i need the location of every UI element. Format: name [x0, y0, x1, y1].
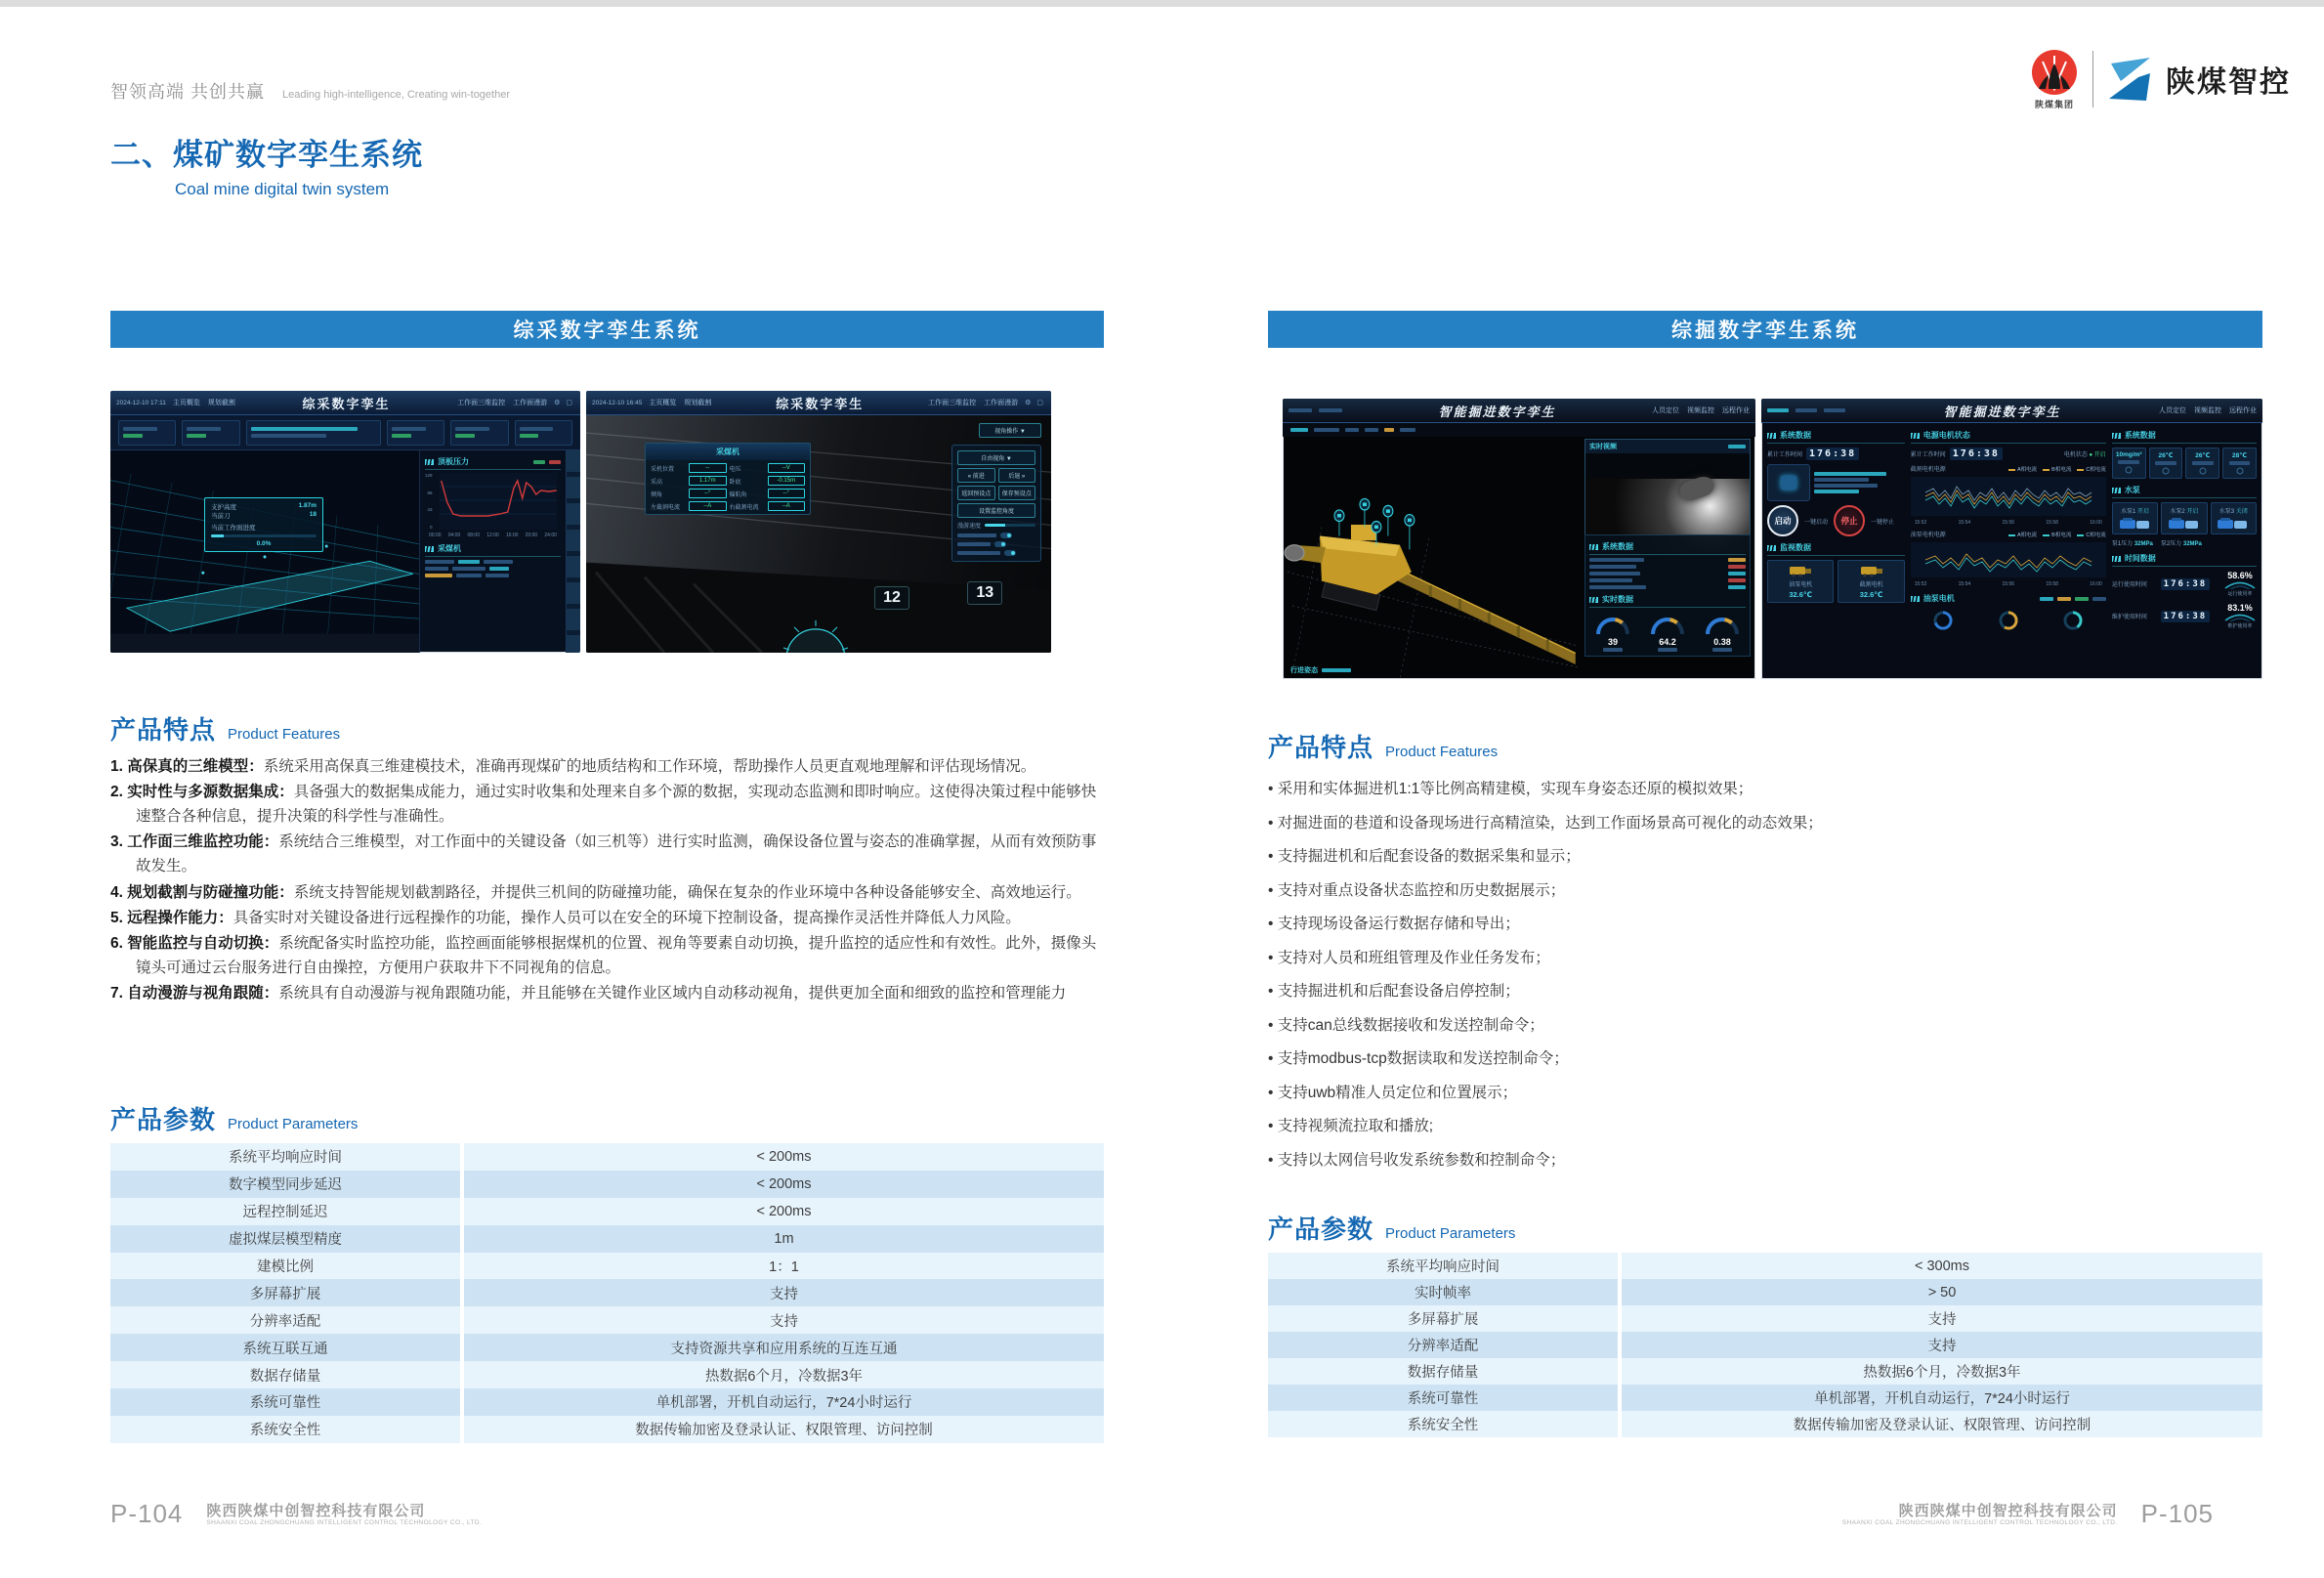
group-logo-label: 陕煤集团 — [2034, 100, 2074, 109]
slider-label: 漫游速度 — [957, 524, 982, 530]
dashboard-header — [110, 391, 580, 415]
param-value: 热数据6个月，冷数据3年 — [1622, 1358, 2262, 1385]
dashboard-tab: 主页概览 — [649, 400, 677, 406]
table-row — [110, 1225, 1104, 1253]
param-value: 1：1 — [464, 1253, 1104, 1280]
equipment-name: 油泵电机 — [1789, 582, 1813, 588]
param-label: 左截割电流 — [651, 504, 681, 511]
param-name: 数字模型同步延迟 — [110, 1171, 460, 1198]
dashboard-title: 综采数字孪生 — [302, 396, 391, 411]
param-value: -0.15m — [768, 476, 806, 486]
feature-bullet: • 采用和实体掘进机1:1等比例高精建模，实现车身姿态还原的模拟效果； — [1268, 777, 2266, 798]
param-value: 支持 — [464, 1306, 1104, 1334]
pump-icon — [2217, 517, 2250, 531]
gauge-arc-icon — [1699, 611, 1746, 636]
dashboard-tab: 人员定位 — [2159, 407, 2186, 414]
dashboard-tabs-right — [928, 398, 1018, 407]
view-button: « 前进 — [957, 468, 995, 483]
param-value: < 200ms — [464, 1171, 1104, 1198]
slogan-zh: 智领高端 共创共赢 — [110, 82, 266, 102]
gauge-arc-icon — [1589, 611, 1636, 636]
shearer-panel-title: 采煤机 — [646, 444, 810, 460]
dashboard-tab: 工作面漫游 — [984, 400, 1019, 406]
param-value: 数据传输加密及登录认证、权限管理、访问控制 — [1622, 1411, 2262, 1437]
dashboard-tab: 远程作业 — [1722, 407, 1750, 414]
phase-legend — [2008, 531, 2106, 538]
table-row — [110, 1361, 1104, 1388]
param-value: 支持资源共享和应用系统的互连互通 — [464, 1334, 1104, 1361]
dashboard-header — [1283, 399, 1755, 423]
chart-label: 截割电机电源 — [1910, 467, 1946, 473]
param-label: 右截割电流 — [729, 504, 759, 511]
param-value: 单机部署，开机自动运行，7*24小时运行 — [1622, 1385, 2262, 1411]
popup-rows — [211, 502, 317, 520]
slogan-en: Leading high-intelligence, Creating win-together — [282, 89, 510, 101]
dashboard-tab: 工作面三维监控 — [457, 400, 506, 406]
usage-label: 维护使用时间 — [2111, 615, 2147, 620]
dashboard-tabs-left — [649, 398, 711, 407]
table-row — [110, 1198, 1104, 1225]
usage-sub-label: 维护使用率 — [2227, 623, 2253, 629]
panel-title: 系统数据 — [1767, 428, 1905, 444]
param-value: 热数据6个月，冷数据3年 — [464, 1361, 1104, 1388]
param-label: 卧底 — [729, 479, 741, 486]
dashboard-tab: 视频监控 — [1687, 407, 1714, 414]
brand-logos — [2030, 45, 2291, 113]
param-value: -- — [689, 463, 727, 473]
dashboard-header — [586, 391, 1051, 415]
table-row — [110, 1279, 1104, 1306]
3d-workface-view — [110, 450, 419, 653]
dashboard-toolbar-icons: ⚙ ▢ — [1025, 400, 1045, 406]
feature-bullet: • 支持以太网信号收发系统参数和控制命令； — [1268, 1148, 2266, 1170]
right-data-panel — [419, 450, 566, 653]
stop-sub-label: 一键停止 — [1871, 519, 1895, 526]
param-value: --° — [768, 489, 806, 498]
table-row — [110, 1253, 1104, 1280]
view-button: 后退 » — [998, 468, 1036, 483]
feature-bullet: • 支持视频流拉取和播放; — [1268, 1114, 2266, 1135]
underground-scene — [586, 415, 1051, 653]
param-name: 系统安全性 — [1268, 1411, 1618, 1437]
usage-row — [2112, 571, 2257, 597]
ring-gauge-icon — [1928, 610, 1958, 631]
table-row — [1268, 1305, 2262, 1332]
footer-right — [1842, 1499, 2214, 1529]
view-button: 保存预设点 — [998, 486, 1036, 500]
table-row — [110, 1416, 1104, 1443]
pump-title: 油泵电机 — [1911, 591, 1955, 606]
feature-bullet: • 支持现场设备运行数据存储和导出； — [1268, 912, 2266, 933]
equipment-tile — [1767, 560, 1834, 603]
param-name: 系统平均响应时间 — [1268, 1253, 1618, 1279]
cutting-control-pad — [1767, 464, 1905, 501]
shearer-panel-title: 采煤机 — [425, 541, 561, 557]
chart-y-axis: 129 86 43 0 — [425, 473, 433, 530]
panel-title: 系统数据 — [2112, 428, 2257, 444]
param-value: < 200ms — [464, 1143, 1104, 1171]
params-heading: 产品参数 Product Parameters — [110, 1105, 359, 1134]
feature-bullet: • 支持uwb精准人员定位和位置展示； — [1268, 1081, 2266, 1102]
sensor-icon — [2199, 467, 2207, 475]
arc-gauge — [1644, 611, 1691, 652]
params-heading: 产品参数 Product Parameters — [1268, 1215, 1516, 1244]
feature-bullet: • 支持掘进机和后配套设备的数据采集和显示； — [1268, 844, 2266, 866]
start-sub-label: 一键启动 — [1804, 519, 1829, 526]
sensor-tile — [2112, 448, 2146, 479]
feature-item: 7. 自动漫游与视角跟随：系统具有自动漫游与视角跟随功能，并且能够在关键作业区域内自动移动视角，提供更加全面和细致的监控和管理能力 — [110, 984, 1067, 1002]
stop-button: 停止 — [1834, 505, 1865, 536]
sensor-tiles — [2112, 448, 2257, 479]
param-name: 系统安全性 — [110, 1416, 460, 1443]
current-chart — [1911, 477, 2106, 516]
chart-x-axis: 15:52 15:54 15:56 15:58 16:00 — [1914, 520, 2102, 526]
features-heading: 产品特点 Product Features — [1268, 733, 1499, 762]
dashboard-tabs-right — [2159, 405, 2257, 415]
param-name: 系统平均响应时间 — [110, 1143, 460, 1171]
ring-gauge-icon — [1994, 610, 2023, 631]
feature-bullet: • 支持对重点设备状态监控和历史数据展示； — [1268, 878, 2266, 900]
sensor-value: 10mg/m³ — [2115, 451, 2142, 458]
screenshot-tunneling-digital-twin-scene — [1283, 399, 1755, 679]
param-name: 数据存储量 — [110, 1361, 460, 1388]
usage-gauge — [2223, 571, 2257, 597]
feature-bullet: • 支持can总线数据接收和发送控制命令； — [1268, 1013, 2266, 1035]
pump-status: 关闭 — [2235, 509, 2248, 515]
monitor-title: 监视数据 — [1767, 540, 1905, 556]
support-info-popup — [204, 497, 323, 552]
feature-bullet: • 支持对人员和班组管理及作业任务发布； — [1268, 946, 2266, 967]
usage-gauge — [2223, 603, 2257, 629]
feature-bullet: • 支持掘进机和后配套设备启停控制； — [1268, 979, 2266, 1001]
roadheader-scene — [1283, 437, 1755, 679]
kpi-strip — [110, 415, 580, 450]
feature-item: 2. 实时性与多源数据集成：具备强大的数据集成能力，通过实时收集和处理来自多个源的数据，实现动态监测和即时响应。这使得决策过程中能够快速整合各种信息，提升决策的科学性与准确性。 — [110, 784, 1097, 826]
phase-legend — [2008, 465, 2106, 473]
brand-name: 陕煤智控 — [2166, 66, 2291, 99]
param-value: --A — [768, 501, 806, 511]
usage-row — [2112, 603, 2257, 629]
gauge-value: 39 — [1607, 637, 1618, 647]
table-row — [110, 1334, 1104, 1361]
param-name: 多屏幕扩展 — [1268, 1305, 1618, 1332]
screenshot-tunneling-digital-twin-data — [1761, 399, 2262, 679]
dashboard-tab: 工作面漫游 — [513, 400, 548, 406]
page-number: P-104 — [110, 1499, 184, 1528]
param-value: < 300ms — [1622, 1253, 2262, 1279]
equipment-temp: 32.6℃ — [1859, 590, 1883, 599]
feature-item: 6. 智能监控与自动切换：系统配备实时监控功能，监控画面能够根据煤机的位置、视角等要素自动切换，提升监控的适应性和有效性。此外，摄像头镜头可通过云台服务进行自由操控，方便用户获取井下不同视角的信息。 — [110, 934, 1097, 976]
table-row — [110, 1143, 1104, 1171]
worktime-value: 176:38 — [1806, 448, 1859, 460]
water-pump-title: 水泵 — [2112, 483, 2257, 498]
screenshot-mining-digital-twin-overview — [110, 391, 580, 653]
support-number: 12 — [874, 586, 909, 610]
param-label: 采高 — [651, 479, 663, 486]
dashboard-tabs-left — [173, 398, 235, 407]
dashboard-tab: 人员定位 — [1652, 407, 1679, 414]
chart-label: 油泵电机电源 — [1910, 533, 1946, 538]
support-number: 13 — [967, 581, 1002, 605]
view-control-button: 视角操作 ▼ — [979, 423, 1041, 438]
legend-item: A相电流 — [2008, 465, 2037, 473]
param-value: < 200ms — [464, 1198, 1104, 1225]
param-name: 系统可靠性 — [1268, 1385, 1618, 1411]
progress-bar — [211, 534, 317, 537]
company-mark: 陕西陕煤中创智控科技有限公司 SHAANXI COAL ZHONGCHUANG INTELLIGENT CONTROL TECHNOLOGY CO., LTD. — [1841, 1503, 2118, 1527]
table-row — [110, 1171, 1104, 1198]
sensor-value: 26℃ — [2158, 452, 2174, 459]
dashboard-title: 智能掘进数字孪生 — [1943, 404, 2061, 419]
equipment-icon — [1788, 564, 1813, 577]
param-value: --V — [768, 463, 806, 473]
toggle-switch — [1004, 550, 1016, 556]
chart-x-axis: 00:00 04:00 08:00 12:00 16:00 20:00 24:00 — [429, 533, 557, 538]
dashboard-tabs-right — [1652, 405, 1750, 415]
sensor-icon — [2125, 466, 2133, 474]
table-row — [1268, 1358, 2262, 1385]
usage-percent: 83.1% — [2227, 603, 2253, 613]
usage-time: 176:38 — [2161, 578, 2211, 590]
dashboard-tab: 规划截割 — [207, 400, 235, 406]
param-value: > 50 — [1622, 1279, 2262, 1305]
pressure-chart-title: 顶板压力 — [425, 454, 561, 470]
section-subtitle: Coal mine digital twin system — [175, 180, 390, 198]
gauge-arc-icon — [2223, 614, 2257, 621]
param-value: 支持 — [464, 1279, 1104, 1306]
param-name: 多屏幕扩展 — [110, 1279, 460, 1306]
view-button: 自由视角 ▼ — [957, 450, 1035, 465]
dashboard-tab: 主页概览 — [172, 400, 200, 406]
video-title: 实时视频 — [1589, 444, 1617, 450]
dashboard-tabs-right — [457, 398, 547, 407]
group-logo — [2030, 48, 2079, 110]
pump-status: 开启 — [2186, 509, 2199, 515]
popup-progress-value: 0.0% — [256, 540, 272, 547]
view-button: 返回预设点 — [957, 486, 995, 500]
param-name: 实时帧率 — [1268, 1279, 1618, 1305]
roadheader-graphic — [1283, 437, 1585, 679]
support-selector-strip — [566, 450, 580, 653]
control-column — [1767, 428, 1905, 674]
param-name: 分辨率适配 — [110, 1306, 460, 1334]
param-value: 支持 — [1622, 1332, 2262, 1358]
param-name: 虚拟煤层模型精度 — [110, 1225, 460, 1253]
param-name: 数据存储量 — [1268, 1358, 1618, 1385]
start-button: 启动 — [1767, 505, 1798, 536]
table-row — [1268, 1385, 2262, 1411]
toggle-switch — [1000, 533, 1012, 538]
panel-title: 电源电机状态 — [1911, 428, 2106, 444]
dashboard-timestamp: 2024-12-10 16:45 — [592, 399, 643, 406]
param-name: 系统可靠性 — [110, 1388, 460, 1416]
section-title: 二、煤矿数字孪生系统 Coal mine digital twin system — [110, 138, 423, 198]
legend-item: B相电流 — [2043, 531, 2071, 538]
table-row — [1268, 1279, 2262, 1305]
sensor-tile — [2222, 448, 2257, 479]
gauge-value: 64.2 — [1659, 637, 1676, 647]
system-data-title: 系统数据 — [1589, 539, 1746, 555]
pump-icon — [2168, 517, 2201, 531]
current-chart — [1911, 542, 2106, 577]
sensor-value: 28℃ — [2232, 452, 2248, 459]
motor-column: 电源电机状态 累计工作时间 176:38 电机状态 ● 开启 截割电机电源 A相电流 B相电流 C相电流 15:52 15:54 15:56 15:58 16:00 油泵电机电源 A相电流 B相电流 C相电流 15:52 15:54 15:56 15:58 16:00 油泵电机 — [1911, 428, 2106, 674]
gauge-arc-icon — [2223, 581, 2257, 589]
equipment-icon — [1859, 564, 1884, 577]
mode-bar — [1283, 423, 1755, 437]
usage-label: 运行使用时间 — [2111, 582, 2147, 588]
dashboard-tab: 远程作业 — [2229, 407, 2257, 414]
water-pump: 水泵3 关闭 — [2211, 502, 2257, 534]
param-label: 电压 — [729, 466, 741, 473]
legend-item: A相电流 — [2008, 531, 2037, 538]
param-label: 偏航角 — [729, 491, 747, 498]
params-table — [1268, 1253, 2262, 1437]
feature-item: 5. 远程操作能力：具备实时对关键设备进行远程操作的功能，操作人员可以在安全的环境下控制设备，提高操作灵活性并降低人力风险。 — [110, 909, 1021, 926]
equipment-tile — [1838, 560, 1904, 603]
pose-caption: 行进姿态 — [1290, 665, 1351, 675]
param-name: 系统互联互通 — [110, 1334, 460, 1361]
chart-x-axis: 15:52 15:54 15:56 15:58 16:00 — [1914, 581, 2102, 587]
usage-sub-label: 运行使用率 — [2227, 591, 2253, 597]
param-label: 采机位置 — [651, 466, 675, 473]
footer-left — [110, 1499, 482, 1529]
equipment-name: 截割电机 — [1859, 582, 1883, 588]
water-pump: 水泵1 开启 — [2112, 502, 2158, 534]
page-number: P-105 — [2140, 1499, 2214, 1528]
param-value: 数据传输加密及登录认证、权限管理、访问控制 — [464, 1416, 1104, 1443]
worktime-label: 累计工作时间 — [1767, 452, 1803, 458]
dashboard-tab: 规划截割 — [684, 400, 712, 406]
usage-rows — [2112, 571, 2257, 629]
sensor-tile — [2149, 448, 2183, 479]
usage-percent: 58.6% — [2227, 571, 2253, 580]
legend-item: C相电流 — [2077, 465, 2105, 473]
param-value: 单机部署，开机自动运行，7*24小时运行 — [464, 1388, 1104, 1416]
param-value: --° — [689, 489, 727, 498]
param-name: 建模比例 — [110, 1253, 460, 1280]
monitor-tiles — [1767, 560, 1905, 603]
pressure-value: 32MPa — [2182, 541, 2202, 547]
table-row — [1268, 1332, 2262, 1358]
view-control-panel — [951, 445, 1041, 562]
legend-item: C相电流 — [2077, 531, 2105, 538]
smartcontrol-logo-icon — [2107, 56, 2152, 103]
pump-row — [2112, 502, 2257, 534]
legend-item: B相电流 — [2043, 465, 2071, 473]
table-row — [110, 1388, 1104, 1416]
feature-bullet: • 支持modbus-tcp数据读取和发送控制命令； — [1268, 1046, 2266, 1068]
arc-gauge — [1699, 611, 1746, 652]
pump-status: 开启 — [2137, 509, 2150, 515]
param-value: 1.17m — [689, 476, 727, 486]
realtime-data-title: 实时数据 — [1589, 592, 1746, 608]
dashboard-tab: 工作面三维监控 — [928, 400, 977, 406]
param-name: 远程控制延迟 — [110, 1198, 460, 1225]
banner-tunneling-system: 综掘数字孪生系统 — [1268, 311, 2262, 348]
popup-value: 1.87m — [298, 502, 317, 509]
param-name: 分辨率适配 — [1268, 1332, 1618, 1358]
banner-mining-system: 综采数字孪生系统 — [110, 311, 1104, 348]
sensor-value: 26℃ — [2195, 452, 2211, 459]
water-pump: 水泵2 开启 — [2161, 502, 2207, 534]
table-row — [1268, 1411, 2262, 1437]
screenshot-mining-digital-twin-roaming — [586, 391, 1051, 653]
feature-item: 4. 规划截割与防碰撞功能：系统支持智能规划截割路径，并提供三机间的防碰撞功能，确保在复杂的作业环境中各种设备能够安全、高效地运行。 — [110, 883, 1081, 901]
shearer-rows — [646, 460, 810, 514]
popup-progress-label: 当前工作面进度 — [211, 525, 256, 532]
dashboard-title: 综采数字孪生 — [776, 396, 865, 411]
header-slogan — [110, 78, 510, 104]
environment-column — [2112, 428, 2257, 674]
dashboard-title: 智能掘进数字孪生 — [1438, 404, 1556, 419]
param-value: 1m — [464, 1225, 1104, 1253]
feature-item: 3. 工作面三维监控功能：系统结合三维模型，对工作面中的关键设备（如三机等）进行实时监测，确保设备位置与姿态的准确掌握，从而有效预防事故发生。 — [110, 833, 1097, 875]
feature-item: 1. 高保真的三维模型：系统采用高保真三维建模技术，准确再现煤矿的地质结构和工作环境，帮助操作人员更直观地理解和评估现场情况。 — [110, 758, 1036, 775]
time-data-title: 时间数据 — [2112, 551, 2257, 567]
usage-time: 176:38 — [2161, 611, 2211, 622]
gauge-value: 0.38 — [1713, 637, 1731, 647]
feature-bullet: • 对掘进面的巷道和设备现场进行高精渲染，达到工作面场景高可视化的动态效果； — [1268, 811, 2266, 832]
features-heading: 产品特点 Product Features — [110, 715, 341, 745]
popup-value: 18 — [309, 511, 317, 518]
toggle-switch — [994, 541, 1006, 547]
popup-label: 支护高度 — [211, 504, 236, 511]
pressure-line-chart — [435, 473, 561, 530]
ring-gauge-icon — [2058, 610, 2088, 631]
pressure-value: 32MPa — [2134, 541, 2153, 547]
table-row — [110, 1306, 1104, 1334]
popup-label: 当前刀 — [211, 513, 231, 520]
param-value: 支持 — [1622, 1305, 2262, 1332]
equipment-temp: 32.6℃ — [1789, 590, 1813, 599]
features-list — [110, 754, 1109, 1006]
pressure-row: 泵1压力 32MPa 泵2压力 32MPa — [2111, 541, 2202, 547]
view-button: 设置监控角度 — [957, 503, 1035, 518]
param-value: --A — [689, 501, 727, 511]
param-label: 倾角 — [651, 491, 663, 498]
dashboard-toolbar-icons: ⚙ ▢ — [554, 400, 574, 406]
pump-icon — [2119, 517, 2152, 531]
pump-gauges — [1911, 610, 2106, 631]
company-mark: 陕西陕煤中创智控科技有限公司 SHAANXI COAL ZHONGCHUANG INTELLIGENT CONTROL TECHNOLOGY CO., LTD. — [206, 1503, 483, 1527]
params-table — [110, 1143, 1104, 1443]
dashboard-tab: 视频监控 — [2194, 407, 2221, 414]
brand-divider — [2092, 51, 2093, 107]
gauge-arc-icon — [1644, 611, 1691, 636]
dashboard-timestamp: 2024-12-10 17:11 — [116, 399, 166, 406]
group-emblem-icon — [2030, 48, 2079, 97]
sensor-tile — [2185, 448, 2219, 479]
arc-gauge — [1589, 611, 1636, 652]
page-edge — [0, 0, 2324, 7]
shearer-data-panel — [645, 443, 811, 515]
table-row — [1268, 1253, 2262, 1279]
dashboard-header — [1761, 399, 2262, 423]
sensor-icon — [2162, 467, 2170, 475]
features-bullets — [1268, 777, 2266, 1181]
gauge-row — [1589, 611, 1746, 652]
sensor-icon — [2236, 467, 2244, 475]
system-data-panel — [1585, 534, 1751, 657]
